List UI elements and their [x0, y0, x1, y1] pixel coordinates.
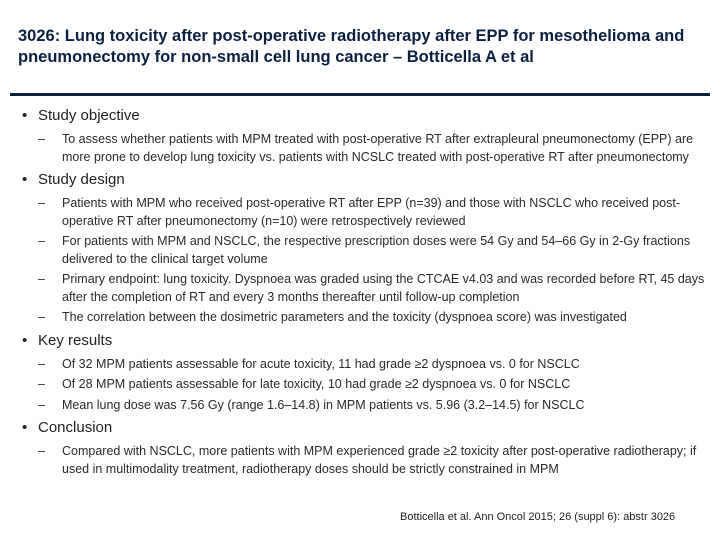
dash-icon: – — [38, 356, 45, 371]
dash-icon: – — [38, 132, 45, 146]
bullet-icon: • — [22, 419, 28, 436]
item-text: To assess whether patients with MPM treated with post-operative RT after extrapleural pneumonectomy (EPP) are more prone to develop lung toxicity vs. patients with NCSLC treated with post-operative RT after pneumonectomy — [62, 132, 694, 164]
dash-icon: – — [38, 444, 45, 458]
bullet-icon: • — [22, 107, 28, 124]
item-text: Primary endpoint: lung toxicity. Dyspnoea was graded using the CTCAE v4.03 and was recorded before RT, 45 days after the completion of RT and every 3 months thereafter until follow-up completion — [62, 272, 705, 304]
list-item — [38, 376, 712, 394]
list-item — [38, 397, 712, 415]
section-heading — [22, 170, 712, 190]
item-text: Of 32 MPM patients assessable for acute toxicity, 11 had grade ≥2 dyspnoea vs. 0 for NSCLC — [62, 356, 580, 371]
dash-icon: – — [38, 377, 45, 391]
section-study-design — [22, 170, 712, 327]
dash-icon: – — [38, 272, 45, 286]
item-text: Compared with NSCLC, more patients with MPM experienced grade ≥2 toxicity after post-operative radiotherapy; if used in multimodality treatment, radiotherapy doses should be strictly constrained in MPM — [62, 444, 697, 476]
list-item — [38, 356, 712, 374]
dash-icon: – — [38, 310, 45, 324]
list-item — [38, 271, 712, 306]
section-heading-text: Conclusion — [38, 419, 113, 436]
list-item — [38, 443, 712, 478]
section-heading — [22, 331, 712, 351]
item-list — [38, 195, 712, 327]
section-heading — [22, 418, 712, 438]
item-list — [38, 356, 712, 415]
item-text: Of 28 MPM patients assessable for late toxicity, 10 had grade ≥2 dyspnoea vs. 0 for NSCLC — [62, 377, 571, 391]
section-heading-text: Study design — [38, 171, 125, 188]
bullet-icon: • — [22, 171, 28, 188]
section-heading-text: Key results — [38, 331, 113, 349]
title-divider — [10, 93, 710, 96]
citation: Botticella et al. Ann Oncol 2015; 26 (suppl 6): abstr 3026 — [400, 511, 676, 523]
bullet-icon: • — [22, 331, 28, 349]
section-key-results — [22, 331, 712, 415]
section-heading — [22, 106, 712, 126]
slide-title: 3026: Lung toxicity after post-operative radiotherapy after EPP for mesothelioma and pneumonectomy for non-small cell lung cancer – Botticella A et al — [18, 27, 685, 66]
item-list — [38, 131, 712, 166]
dash-icon: – — [38, 196, 45, 210]
dash-icon: – — [38, 234, 45, 248]
list-item — [38, 309, 712, 327]
section-study-objective — [22, 106, 712, 166]
list-item — [38, 195, 712, 230]
list-item — [38, 233, 712, 268]
item-text: Patients with MPM who received post-operative RT after EPP (n=39) and those with NSCLC who received post-operative RT after pneumonectomy (n=10) were retrospectively reviewed — [62, 196, 681, 228]
section-conclusion — [22, 418, 712, 478]
dash-icon: – — [38, 397, 45, 412]
item-list — [38, 443, 712, 478]
item-text: For patients with MPM and NSCLC, the respective prescription doses were 54 Gy and 54–66 Gy in 2-Gy fractions delivered to the clinical target volume — [62, 234, 691, 266]
section-heading-text: Study objective — [38, 107, 140, 124]
item-text: Mean lung dose was 7.56 Gy (range 1.6–14.8) in MPM patients vs. 5.96 (3.2–14.5) for NSCLC — [62, 397, 585, 412]
list-item — [38, 131, 712, 166]
item-text: The correlation between the dosimetric parameters and the toxicity (dyspnoea score) was investigated — [62, 310, 627, 324]
slide-content — [22, 106, 712, 482]
